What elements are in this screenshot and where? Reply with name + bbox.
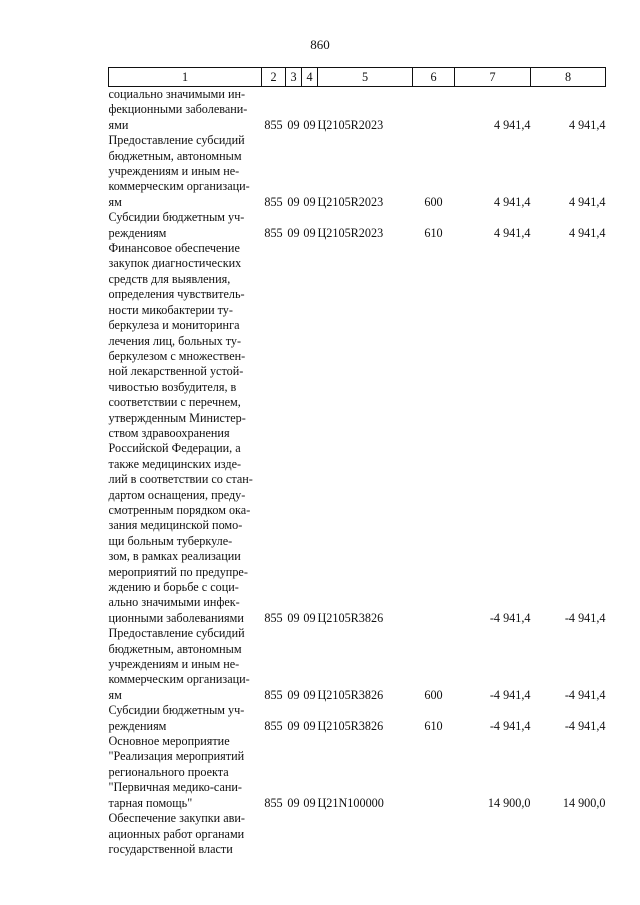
column-header: 4 xyxy=(302,68,318,87)
row-name: Предоставление субсидий бюджетным, автономным учреждениям и иным не- коммерческим организаци- ям xyxy=(108,626,250,702)
row-expense-type xyxy=(413,87,455,134)
row-target-code: Ц2105R3826 xyxy=(317,687,384,702)
column-header: 5 xyxy=(318,68,413,87)
row-chapter: 855 xyxy=(264,718,283,733)
row-amount-1: 14 900,0 xyxy=(487,795,531,810)
column-header: 8 xyxy=(531,68,606,87)
row-amount-1: -4 941,4 xyxy=(489,610,531,625)
row-section xyxy=(286,811,302,857)
row-section: 09 xyxy=(287,225,300,240)
row-amount-2: -4 941,4 xyxy=(564,687,606,702)
row-expense-type: 600 xyxy=(424,194,443,209)
row-subsection: 09 xyxy=(303,194,316,209)
row-target-code xyxy=(318,811,413,857)
row-expense-type xyxy=(413,734,455,811)
row-chapter xyxy=(262,811,286,857)
row-amount-1 xyxy=(455,811,531,857)
row-subsection: 09 xyxy=(303,795,316,810)
row-subsection: 09 xyxy=(303,718,316,733)
row-section: 09 xyxy=(287,687,300,702)
row-chapter: 855 xyxy=(264,687,283,702)
row-chapter: 855 xyxy=(264,610,283,625)
row-amount-2: 14 900,0 xyxy=(562,795,606,810)
column-header: 3 xyxy=(286,68,302,87)
page-number: 860 xyxy=(310,37,330,52)
table-row xyxy=(109,210,606,241)
table-header xyxy=(109,68,606,87)
row-amount-1: 4 941,4 xyxy=(493,225,531,240)
row-expense-type: 610 xyxy=(424,225,443,240)
table-header-row xyxy=(109,68,606,87)
row-expense-type xyxy=(413,811,455,857)
row-subsection xyxy=(302,811,318,857)
column-header: 2 xyxy=(262,68,286,87)
row-amount-1: 4 941,4 xyxy=(493,194,531,209)
row-name: Субсидии бюджетным уч- реждениям xyxy=(108,703,245,733)
column-header: 7 xyxy=(455,68,531,87)
table-row xyxy=(109,241,606,626)
budget-table xyxy=(108,67,606,857)
row-name: социально значимыми ин- фекционными заболевани- ями xyxy=(108,87,248,132)
row-amount-1: 4 941,4 xyxy=(493,117,531,132)
row-subsection: 09 xyxy=(303,687,316,702)
row-section: 09 xyxy=(287,718,300,733)
table-row xyxy=(109,626,606,703)
row-amount-2 xyxy=(531,811,606,857)
table-row xyxy=(109,133,606,210)
row-chapter: 855 xyxy=(264,194,283,209)
table-body xyxy=(109,87,606,858)
table-row xyxy=(109,87,606,134)
row-target-code: Ц2105R3826 xyxy=(317,610,384,625)
row-subsection: 09 xyxy=(303,225,316,240)
row-amount-1: -4 941,4 xyxy=(489,687,531,702)
column-header: 6 xyxy=(413,68,455,87)
table-row xyxy=(109,811,606,857)
row-name: Предоставление субсидий бюджетным, автономным учреждениям и иным не- коммерческим организаци- ям xyxy=(108,133,250,209)
column-header: 1 xyxy=(109,68,262,87)
row-target-code: Ц2105R2023 xyxy=(317,194,384,209)
row-chapter: 855 xyxy=(264,225,283,240)
table-row xyxy=(109,703,606,734)
row-target-code: Ц21N100000 xyxy=(317,795,384,810)
row-amount-2: -4 941,4 xyxy=(564,610,606,625)
row-amount-2: 4 941,4 xyxy=(568,225,606,240)
row-subsection: 09 xyxy=(303,117,316,132)
row-name: Основное мероприятие "Реализация мероприятий регионального проекта "Первичная медико-сани- тарная помощь" xyxy=(108,734,245,810)
row-target-code: Ц2105R2023 xyxy=(317,117,384,132)
row-target-code: Ц2105R3826 xyxy=(317,718,384,733)
row-amount-2: 4 941,4 xyxy=(568,117,606,132)
row-chapter: 855 xyxy=(264,795,283,810)
row-amount-1: -4 941,4 xyxy=(489,718,531,733)
row-section: 09 xyxy=(287,194,300,209)
row-section: 09 xyxy=(287,610,300,625)
row-amount-2: -4 941,4 xyxy=(564,718,606,733)
row-chapter: 855 xyxy=(264,117,283,132)
row-subsection: 09 xyxy=(303,610,316,625)
row-expense-type: 610 xyxy=(424,718,443,733)
row-target-code: Ц2105R2023 xyxy=(317,225,384,240)
row-section: 09 xyxy=(287,117,300,132)
table-row xyxy=(109,734,606,811)
row-name: Субсидии бюджетным уч- реждениям xyxy=(108,210,245,240)
row-section: 09 xyxy=(287,795,300,810)
row-expense-type: 600 xyxy=(424,687,443,702)
row-name: Обеспечение закупки ави- ационных работ органами государственной власти xyxy=(108,811,245,856)
row-expense-type xyxy=(413,241,455,626)
row-amount-2: 4 941,4 xyxy=(568,194,606,209)
row-name: Финансовое обеспечение закупок диагностических средств для выявления, определения чувствитель- ности микобактерии ту- беркулеза и мониторинга лечения лиц, больных ту- беркулезом с множествен- ной лекарственной устой- чивостью возбудителя, в соответствии с перечнем, утвержденным Министер- ством здравоохранения Российской Федерации, а также медицинских изде- лий в соответствии со стан- дартом оснащения, преду- смотренным порядком ока- зания медицинской помо- щи больным туберкуле- зом, в рамках реализации мероприятий по предупре- ждению и борьбе с соци- ально значимыми инфек- ционными заболеваниями xyxy=(108,241,253,625)
